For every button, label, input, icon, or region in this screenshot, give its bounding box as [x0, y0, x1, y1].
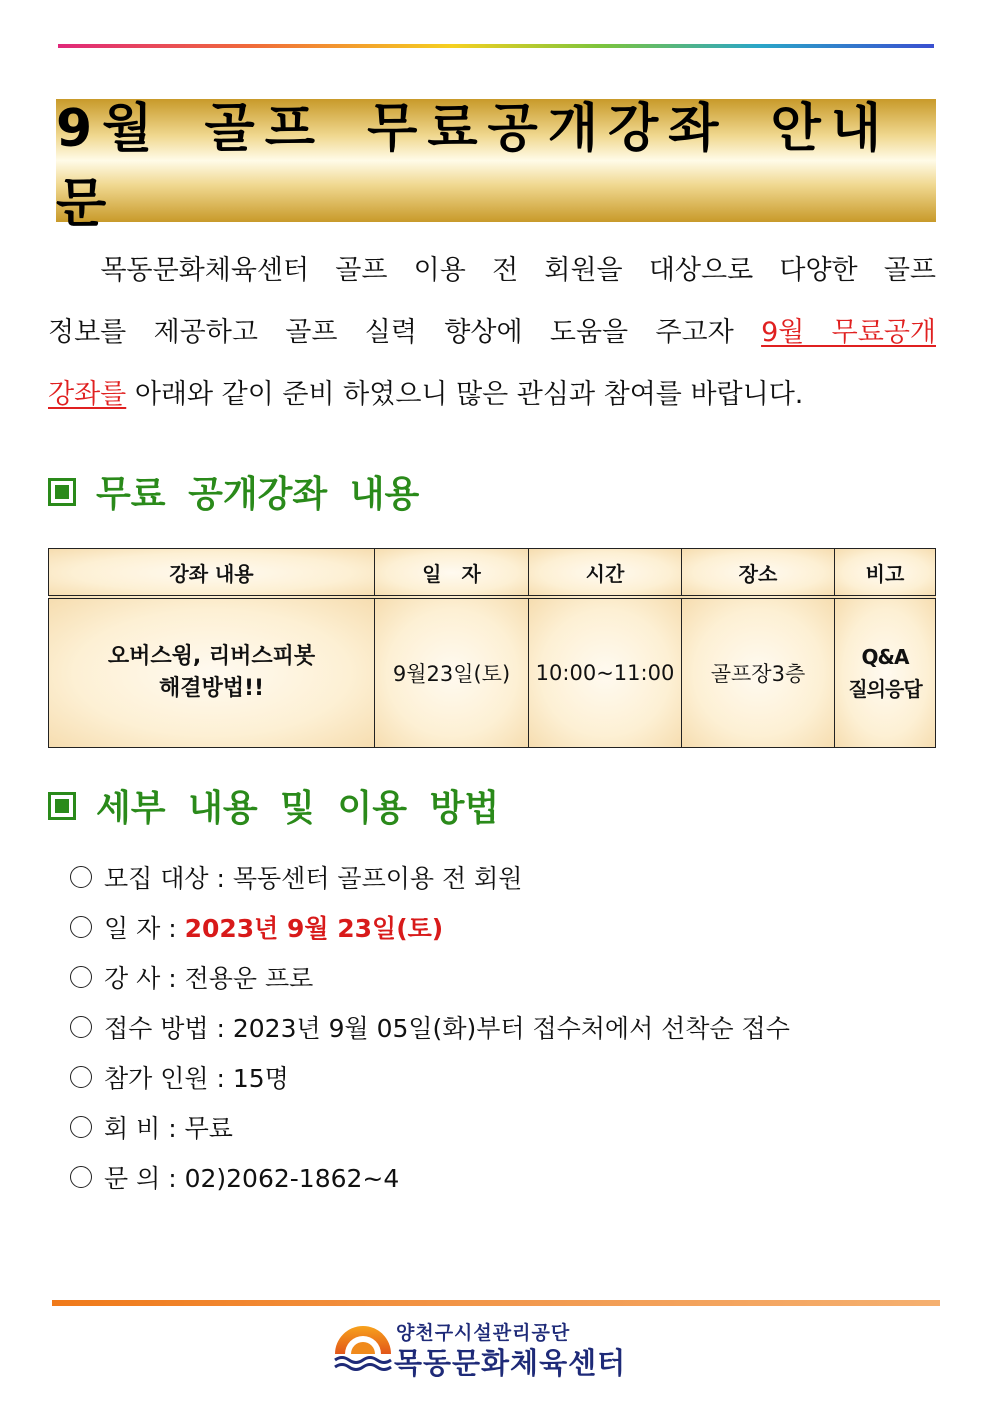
course-note-line-1: Q&A [861, 645, 909, 669]
list-item: 문 의 : 02)2062-1862~4 [70, 1152, 790, 1202]
course-topic-line-2: 해결방법!! [158, 676, 265, 701]
page-title: 9월 골프 무료공개강좌 안내문 [56, 98, 892, 234]
title-banner [56, 98, 936, 234]
list-item: 회 비 : 무료 [70, 1102, 790, 1152]
table-row [49, 597, 936, 748]
course-place-cell: 골프장3층 [682, 597, 835, 748]
list-item: 일 자 : 2023년 9월 23일(토) [70, 902, 790, 952]
footer-org-name: 양천구시설관리공단 [396, 1322, 571, 1344]
intro-paragraph [48, 240, 936, 426]
list-item: 모집 대상 : 목동센터 골프이용 전 회원 [70, 852, 790, 902]
course-note-cell [835, 597, 936, 748]
course-topic-cell [49, 597, 375, 748]
circle-bullet-icon [70, 916, 92, 938]
circle-bullet-icon [70, 966, 92, 988]
table-header-cell: 시간 [529, 549, 682, 598]
footer-center-name: 목동문화체육센터 [394, 1346, 627, 1380]
square-bullet-icon [48, 478, 76, 506]
sun-wave-icon [335, 1326, 391, 1370]
table-header-cell: 강좌 내용 [49, 549, 375, 598]
course-topic-line-1: 오버스윙, 리버스피봇 [107, 644, 316, 669]
intro-highlight-1: 9월 무료공개 [761, 317, 936, 348]
intro-line-3: 강좌를 아래와 같이 준비 하였으니 많은 관심과 참여를 바랍니다. [48, 379, 804, 410]
circle-bullet-icon [70, 1166, 92, 1188]
circle-bullet-icon [70, 866, 92, 888]
intro-line-2: 정보를 제공하고 골프 실력 향상에 도움을 주고자 9월 무료공개 [48, 317, 936, 348]
intro-line-1: 목동문화체육센터 골프 이용 전 회원을 대상으로 다양한 골프 [100, 255, 936, 286]
intro-highlight-2: 강좌를 [48, 379, 127, 410]
square-bullet-icon [48, 792, 76, 820]
list-item: 강 사 : 전용운 프로 [70, 952, 790, 1002]
circle-bullet-icon [70, 1016, 92, 1038]
top-rainbow-divider [58, 44, 934, 48]
list-item: 접수 방법 : 2023년 9월 05일(화)부터 접수처에서 선착순 접수 [70, 1002, 790, 1052]
section-heading-details: 세부 내용 및 이용 방법 [48, 780, 499, 831]
footer-divider [52, 1300, 940, 1306]
circle-bullet-icon [70, 1066, 92, 1088]
table-header-cell: 비고 [835, 549, 936, 598]
table-header-row [49, 549, 936, 598]
table-header-cell: 장소 [682, 549, 835, 598]
details-list [70, 852, 790, 1202]
list-item: 참가 인원 : 15명 [70, 1052, 790, 1102]
course-note-line-2: 질의응답 [848, 677, 922, 701]
course-table [48, 548, 936, 748]
section-heading-course: 무료 공개강좌 내용 [48, 466, 419, 517]
course-time-cell: 10:00~11:00 [529, 597, 682, 748]
circle-bullet-icon [70, 1116, 92, 1138]
course-date-cell: 9월23일(토) [375, 597, 529, 748]
table-header-cell: 일 자 [375, 549, 529, 598]
